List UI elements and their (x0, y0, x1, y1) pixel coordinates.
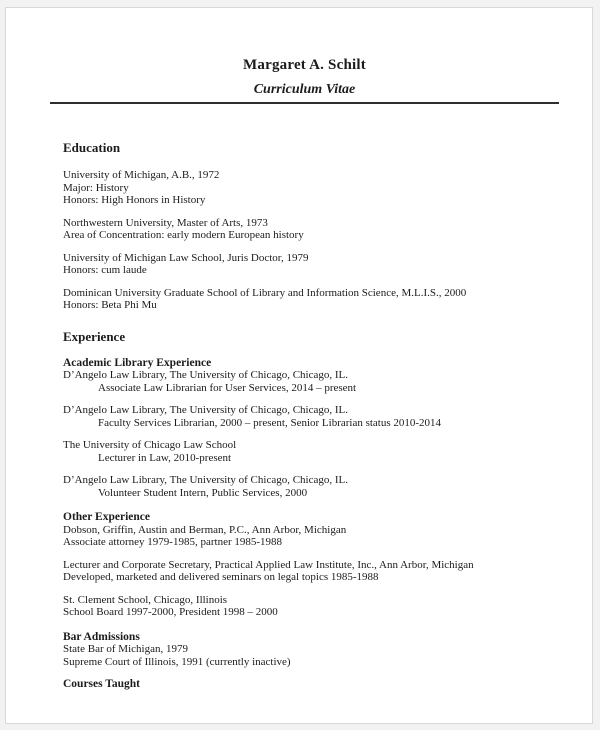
experience-role: Associate attorney 1979-1985, partner 1985-1988 (63, 536, 283, 548)
section-heading-experience: Experience (63, 328, 126, 344)
education-line: Dominican University Graduate School of Library and Information Science, M.L.I.S., 2000 (63, 286, 467, 299)
experience-role: Volunteer Student Intern, Public Services, 2000 (98, 486, 308, 499)
experience-org: D’Angelo Law Library, The University of Chicago, Chicago, IL. (63, 404, 349, 416)
section-heading-education: Education (63, 140, 121, 155)
experience-entry (63, 369, 546, 394)
experience-entry (63, 524, 546, 549)
experience-org: Dobson, Griffin, Austin and Berman, P.C., Ann Arbor, Michigan (63, 523, 347, 536)
experience-entry (63, 404, 546, 429)
education-entry (63, 169, 546, 207)
experience-org: D’Angelo Law Library, The University of Chicago, Chicago, IL. (63, 369, 349, 381)
experience-org: The University of Chicago Law School (63, 439, 237, 451)
education-line: Area of Concentration: early modern European history (63, 229, 304, 241)
experience-entry (63, 559, 546, 584)
experience-entry (63, 594, 546, 619)
subsection-heading-courses-taught: Courses Taught (63, 678, 141, 690)
education-line: Major: History (63, 181, 129, 194)
cv-content (6, 57, 592, 691)
education-line: University of Michigan Law School, Juris Doctor, 1979 (63, 251, 309, 264)
education-line: Honors: cum laude (63, 264, 147, 276)
education-line: Honors: Beta Phi Mu (63, 299, 157, 311)
education-entry (63, 287, 546, 312)
document-title: Curriculum Vitae (253, 82, 356, 97)
cv-page (5, 7, 593, 724)
experience-role: Lecturer in Law, 2010-present (98, 451, 232, 464)
experience-org: Lecturer and Corporate Secretary, Practical Applied Law Institute, Inc., Ann Arbor, Michigan (63, 558, 474, 571)
person-name: Margaret A. Schilt (243, 57, 366, 73)
bar-admission-line: Supreme Court of Illinois, 1991 (currently inactive) (63, 655, 291, 668)
education-line: University of Michigan, A.B., 1972 (63, 169, 220, 181)
subsection-heading-other-experience: Other Experience (63, 511, 150, 523)
subsection-heading-academic-library: Academic Library Experience (63, 356, 212, 369)
experience-org: St. Clement School, Chicago, Illinois (63, 593, 228, 606)
experience-entry (63, 439, 546, 464)
bar-admissions-entry (63, 643, 546, 668)
subsection-heading-bar-admissions: Bar Admissions (63, 630, 140, 643)
experience-role: Developed, marketed and delivered seminars on legal topics 1985-1988 (63, 571, 379, 583)
education-entry (63, 252, 546, 277)
education-line: Northwestern University, Master of Arts, 1973 (63, 216, 268, 229)
education-line: Honors: High Honors in History (63, 194, 206, 206)
experience-role: School Board 1997-2000, President 1998 – 2000 (63, 606, 278, 618)
experience-role: Associate Law Librarian for User Services, 2014 – present (98, 381, 357, 394)
experience-entry (63, 474, 546, 499)
bar-admission-line: State Bar of Michigan, 1979 (63, 643, 188, 655)
experience-role: Faculty Services Librarian, 2000 – present, Senior Librarian status 2010-2014 (98, 416, 442, 429)
education-entry (63, 217, 546, 242)
experience-org: D’Angelo Law Library, The University of Chicago, Chicago, IL. (63, 474, 349, 486)
title-rule (50, 102, 559, 104)
